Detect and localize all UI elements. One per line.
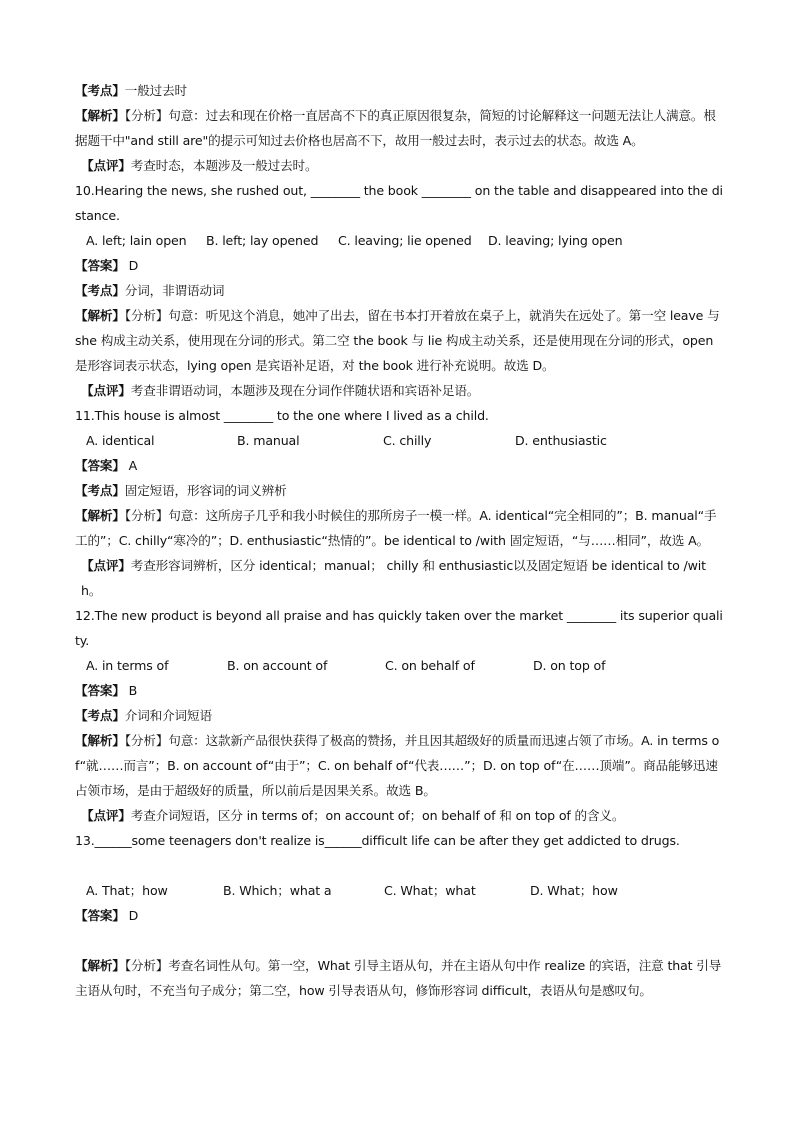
section-text: 一般过去时 [124, 83, 188, 98]
option-b: B. manual [237, 433, 300, 448]
option-b: B. left; lay opened [206, 233, 319, 248]
section-text: 【分析】句意：这款新产品很快获得了极高的赞扬，并且因其超级好的质量而迅速占领了市场。A. in terms of“就……而言”；B. on account of“由于”；C. on behalf of“代表……”；D. on top of“在……顶端”。商品能够迅速占领市场，是由于超级好的质量，所以前后是因果关系。故选 B。 [75, 733, 720, 798]
analysis-line [75, 153, 725, 178]
option-c: C. leaving; lie opened [338, 233, 472, 248]
section-tag: 【考点】 [75, 83, 125, 98]
answer-options [75, 428, 725, 453]
section-tag: 【解析】 [75, 308, 125, 323]
analysis-line [75, 478, 725, 503]
analysis-line [75, 378, 725, 403]
section-tag: 【答案】 [75, 683, 125, 698]
section-text: 【分析】句意：听见这个消息，她冲了出去，留在书本打开着放在桌子上，就消失在远处了。第一空 leave 与 she 构成主动关系，使用现在分词的形式。第二空 the book 与 lie 构成主动关系，还是使用现在分词的形式，open 是形容词表示状态，lying open 是宾语补足语，对 the book 进行补充说明。故选 D。 [75, 308, 720, 373]
section-tag: 【解析】 [75, 108, 125, 123]
option-a: A. That；how [86, 883, 168, 898]
option-a: A. in terms of [86, 658, 169, 673]
analysis-line [75, 303, 725, 378]
analysis-line [75, 728, 725, 803]
section-tag: 【点评】 [81, 808, 131, 823]
section-text: 【分析】句意：这所房子几乎和我小时候住的那所房子一模一样。A. identical“完全相同的”；B. manual“手工的”；C. chilly“寒冷的”；D. enthusiastic“热情的”。be identical to /with 固定短语，“与……相同”，故选 A。 [75, 508, 717, 548]
option-d: D. leaving; lying open [488, 233, 623, 248]
option-c: C. chilly [383, 433, 432, 448]
section-tag: 【考点】 [75, 708, 125, 723]
option-c: C. What；what [384, 883, 476, 898]
section-text: 介词和介词短语 [124, 708, 212, 723]
option-d: D. on top of [533, 658, 606, 673]
section-text: 考查形容词辨析，区分 identical；manual； chilly 和 enthusiastic以及固定短语 be identical to /with。 [81, 558, 706, 598]
question-text: 13.______some teenagers don't realize is______difficult life can be after they get addicted to drugs. [75, 833, 680, 848]
section-text: 考查非谓语动词，本题涉及现在分词作伴随状语和宾语补足语。 [130, 383, 480, 398]
section-text: D [124, 258, 139, 273]
section-tag: 【解析】 [75, 958, 125, 973]
analysis-line [75, 103, 725, 153]
section-tag: 【点评】 [81, 158, 131, 173]
option-d: D. enthusiastic [515, 433, 607, 448]
analysis-line [75, 703, 725, 728]
spacer [75, 853, 725, 878]
option-b: B. Which；what a [223, 883, 332, 898]
option-d: D. What；how [530, 883, 618, 898]
option-a: A. identical [86, 433, 155, 448]
analysis-line [75, 953, 725, 1003]
section-tag: 【考点】 [75, 283, 125, 298]
section-tag: 【答案】 [75, 458, 125, 473]
answer-options [75, 228, 725, 253]
section-text: 考查时态，本题涉及一般过去时。 [130, 158, 318, 173]
section-tag: 【点评】 [81, 558, 131, 573]
question-text: 11.This house is almost ________ to the one where I lived as a child. [75, 408, 489, 423]
analysis-line [75, 503, 725, 553]
section-tag: 【解析】 [75, 733, 125, 748]
section-text: A [124, 458, 138, 473]
question-text: 10.Hearing the news, she rushed out, ________ the book ________ on the table and disappeared into the distance. [75, 183, 723, 223]
analysis-line [75, 253, 725, 278]
option-c: C. on behalf of [385, 658, 475, 673]
analysis-line [75, 278, 725, 303]
analysis-line [75, 678, 725, 703]
document-page [75, 78, 725, 1003]
section-tag: 【答案】 [75, 258, 125, 273]
section-text: 分词，非谓语动词 [124, 283, 225, 298]
analysis-line [75, 453, 725, 478]
analysis-line [75, 803, 725, 828]
analysis-line [75, 903, 725, 928]
analysis-line [75, 553, 725, 603]
answer-options [75, 878, 725, 903]
section-text: 【分析】句意：过去和现在价格一直居高不下的真正原因很复杂，简短的讨论解释这一问题无法让人满意。根据题干中"and still are"的提示可知过去价格也居高不下，故用一般过去时，表示过去的状态。故选 A。 [75, 108, 716, 148]
option-a: A. left; lain open [86, 233, 187, 248]
section-text: 考查介词短语，区分 in terms of；on account of；on behalf of 和 on top of 的含义。 [130, 808, 625, 823]
question-text: 12.The new product is beyond all praise and has quickly taken over the market ________ its superior quality. [75, 608, 723, 648]
section-tag: 【答案】 [75, 908, 125, 923]
section-text: 【分析】考查名词性从句。第一空，What 引导主语从句，并在主语从句中作 realize 的宾语，注意 that 引导主语从句时，不充当句子成分；第二空，how 引导表语从句，修饰形容词 difficult，表语从句是感叹句。 [75, 958, 722, 998]
answer-options [75, 653, 725, 678]
spacer [75, 928, 725, 953]
section-text: 固定短语，形容词的词义辨析 [124, 483, 287, 498]
option-b: B. on account of [227, 658, 328, 673]
section-tag: 【考点】 [75, 483, 125, 498]
analysis-line [75, 78, 725, 103]
section-text: B [124, 683, 138, 698]
section-tag: 【点评】 [81, 383, 131, 398]
section-tag: 【解析】 [75, 508, 125, 523]
section-text: D [124, 908, 139, 923]
